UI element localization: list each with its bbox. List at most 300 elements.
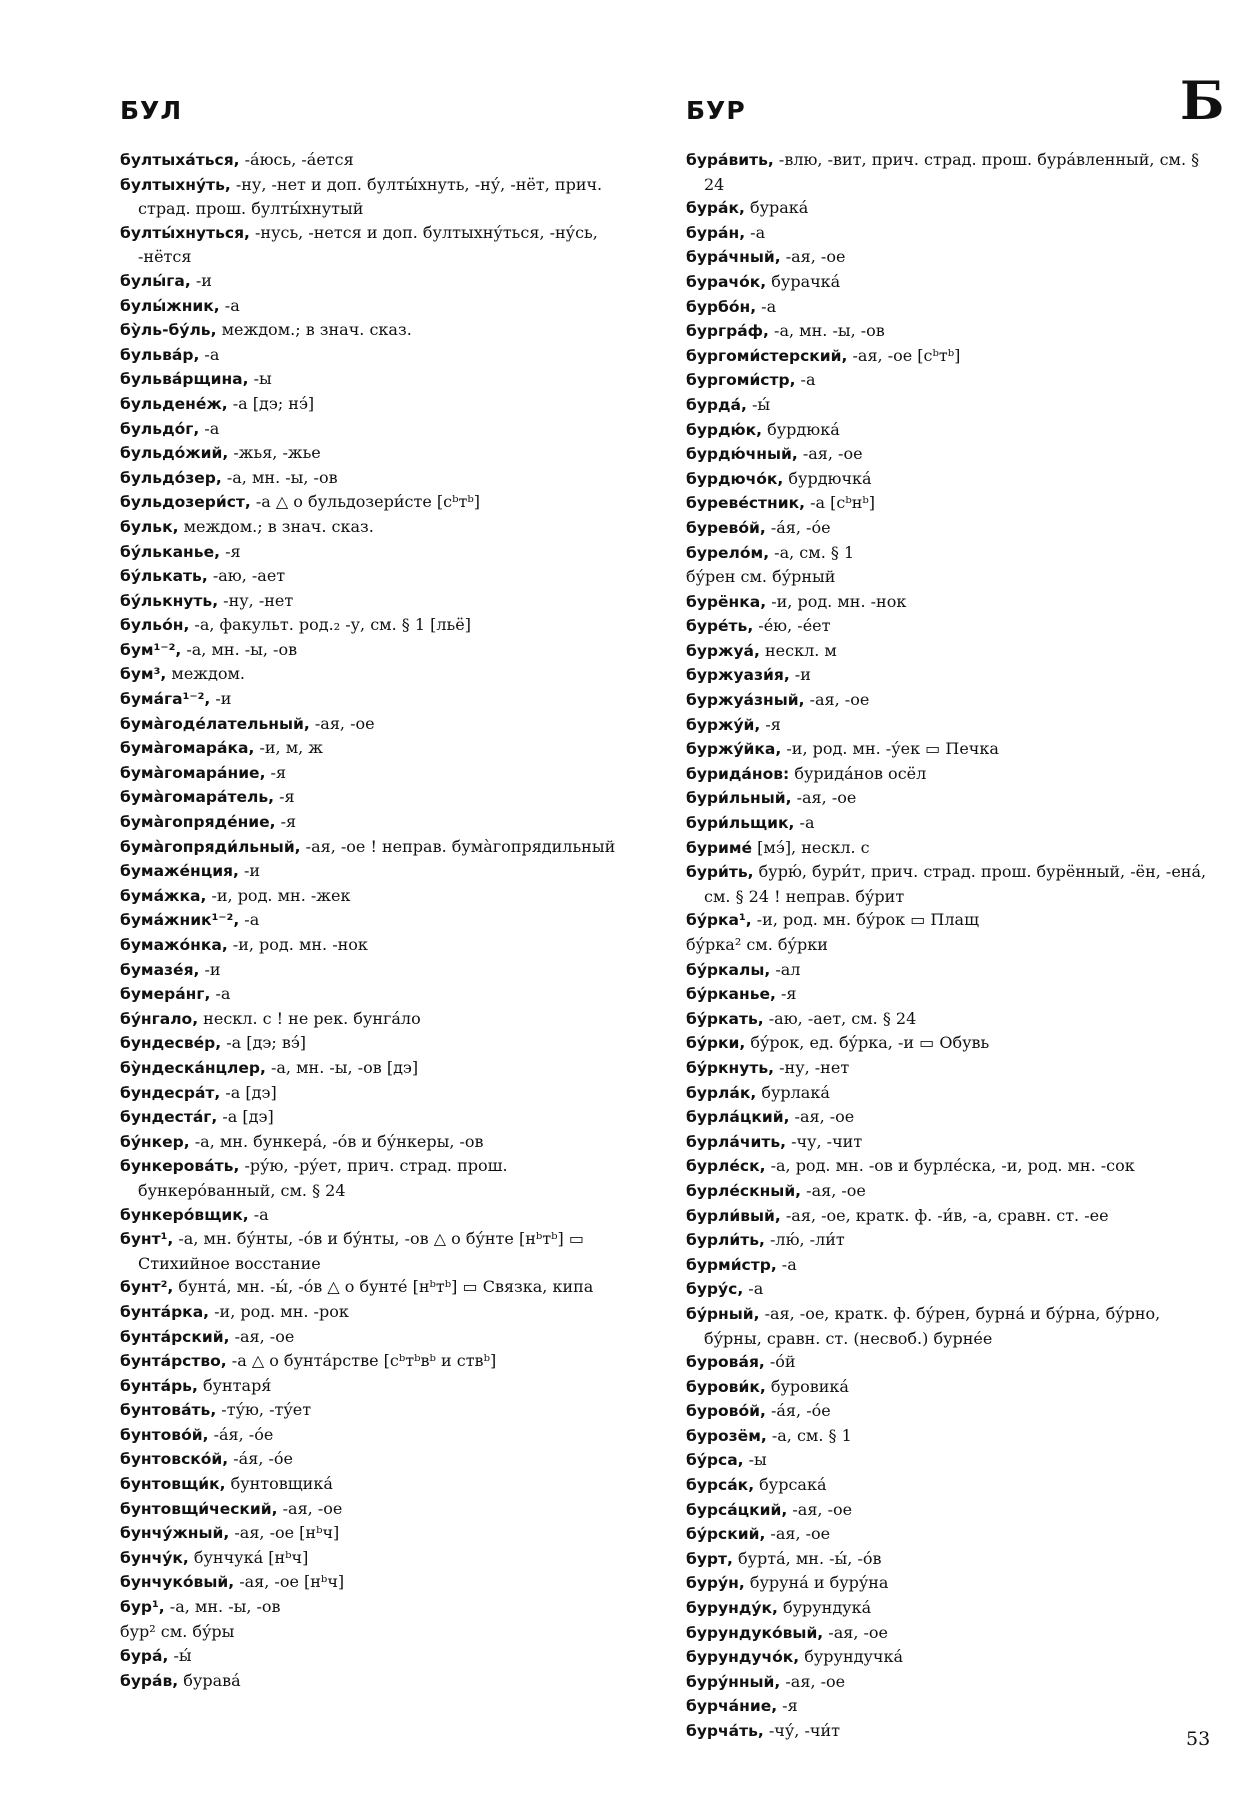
- dictionary-entry: [686, 1719, 1220, 1744]
- entry-headword: буру́нный,: [686, 1672, 781, 1691]
- entry-grammar: бурака́: [744, 198, 809, 218]
- entry-headword: бу́рка¹,: [686, 911, 752, 930]
- entry-headword: бунт¹,: [120, 1230, 174, 1249]
- entry-grammar: бу́рок, ед. бу́рка, -и ▭ Обувь: [745, 1033, 990, 1053]
- entry-grammar: -а, мн. -ы, -ов: [221, 467, 338, 487]
- entry-grammar: -а, см. § 1: [766, 1425, 852, 1445]
- dictionary-entry: [686, 1228, 1220, 1253]
- entry-grammar: -а [дэ; нэ́]: [227, 393, 315, 413]
- entry-headword: буржу́йка,: [686, 740, 782, 759]
- dictionary-entry: [120, 613, 650, 638]
- entry-headword: бум¹⁻²,: [120, 640, 182, 659]
- dictionary-entry: [686, 688, 1220, 713]
- entry-headword: бумера́нг,: [120, 985, 211, 1004]
- entry-grammar: -влю, -вит, прич. страд. прош. бура́вленный, см. § 24: [704, 150, 1200, 194]
- entry-grammar: -и: [789, 665, 811, 685]
- entry-grammar: -а: [239, 910, 260, 930]
- dictionary-entry: [686, 786, 1220, 811]
- right-column: [686, 148, 1220, 1744]
- entry-grammar: [мэ́], нескл. с: [752, 837, 870, 857]
- entry-grammar: бурдючка́: [783, 468, 872, 488]
- entry-grammar: -а: [743, 1279, 764, 1299]
- dictionary-entry: [686, 1007, 1220, 1032]
- entry-grammar: -ая, -ое: [780, 247, 846, 267]
- entry-headword: бунчуко́вый,: [120, 1573, 235, 1592]
- entry-grammar: -ая, -ое: [309, 713, 375, 733]
- dictionary-entry: [686, 1694, 1220, 1719]
- entry-headword: бурело́м,: [686, 543, 770, 562]
- dictionary-entry: [686, 1056, 1220, 1081]
- entry-headword: бу́рки,: [686, 1034, 746, 1053]
- entry-headword: бургоми́стр,: [686, 371, 796, 390]
- entry-grammar: -ая, -ое: [823, 1622, 889, 1642]
- dictionary-entry: [120, 367, 650, 392]
- entry-grammar: -а: [199, 344, 220, 364]
- entry-headword: бунта́рство,: [120, 1352, 227, 1371]
- entry-headword: бундесра́т,: [120, 1083, 221, 1102]
- entry-headword: бурла́цкий,: [686, 1108, 790, 1127]
- entry-headword: бу́ркнуть,: [686, 1058, 775, 1077]
- dictionary-entry: [120, 1325, 650, 1350]
- entry-grammar: -а́я, -о́е: [208, 1424, 274, 1444]
- entry-headword: бурда́,: [686, 395, 747, 414]
- entry-headword: бура́в,: [120, 1671, 179, 1690]
- entry-grammar: -аю, -ает, см. § 24: [763, 1008, 917, 1028]
- running-head-left: БУЛ: [120, 96, 183, 125]
- entry-headword: бума̀годе́лательный,: [120, 714, 310, 733]
- dictionary-entry: [686, 1522, 1220, 1547]
- entry-grammar: -я: [265, 762, 287, 782]
- entry-headword: бу́лькнуть,: [120, 591, 219, 610]
- entry-headword: булы́га,: [120, 271, 191, 290]
- dictionary-entry: [686, 1031, 1220, 1056]
- dictionary-entry: [686, 467, 1220, 492]
- entry-grammar: бурю́, бури́т, прич. страд. прош. бурённый, -ён, -ена́, см. § 24 ! неправ. бу́рит: [704, 862, 1207, 906]
- entry-headword: бунчу́жный,: [120, 1524, 230, 1543]
- dictionary-entry: [120, 1227, 650, 1275]
- entry-headword: бурса́цкий,: [686, 1500, 788, 1519]
- entry-headword: бу̀ль-бу́ль,: [120, 321, 217, 340]
- entry-headword: бурунду́к,: [686, 1599, 778, 1618]
- dictionary-entry: [686, 1302, 1220, 1350]
- entry-grammar: -е́ю, -е́ет: [753, 616, 831, 636]
- entry-headword: бульо́н,: [120, 616, 190, 635]
- section-letter: Б: [1180, 71, 1225, 132]
- entry-headword: бу́рканье,: [686, 985, 776, 1004]
- entry-grammar: бунта́, мн. -ы́, -о́в △ о бунте́ [нᵇтᵇ] ▭ Связка, кипа: [173, 1277, 594, 1297]
- entry-headword: бурундучо́к,: [686, 1648, 800, 1667]
- entry-grammar: -ая, -ое: [765, 1524, 831, 1544]
- entry-grammar: междом.: [166, 664, 246, 684]
- dictionary-entry: [120, 933, 650, 958]
- entry-grammar: -я: [775, 984, 797, 1004]
- dictionary-entry: [120, 515, 650, 540]
- dictionary-entry: [120, 1447, 650, 1472]
- entry-headword: бунтовщи́ческий,: [120, 1499, 278, 1518]
- entry-headword: бурдю́чный,: [686, 445, 798, 464]
- entry-grammar: -ну, -нет: [218, 590, 294, 610]
- entry-grammar: -а [дэ]: [217, 1107, 274, 1127]
- entry-headword: бурово́й,: [686, 1402, 766, 1421]
- dictionary-entry: [686, 908, 1220, 933]
- entry-grammar: -а △ о бунта́рстве [сᵇтᵇвᵇ и ствᵇ]: [226, 1351, 497, 1371]
- entry-headword: бу́рский,: [686, 1525, 766, 1544]
- entry-grammar: нескл. м: [759, 640, 837, 660]
- entry-grammar: -и, род. мн. -жек: [206, 885, 351, 905]
- entry-grammar: -аю, -ает: [207, 566, 286, 586]
- entry-grammar: -ая, -ое, кратк. ф. бу́рен, бурна́ и бу́рна, бу́рно, бу́рны, сравн. ст. (несвоб.) бурне́е: [704, 1303, 1161, 1348]
- entry-headword: бури́льщик,: [686, 814, 795, 833]
- entry-grammar: -чу́, -чи́т: [763, 1721, 840, 1740]
- entry-grammar: -а: [199, 418, 220, 438]
- entry-grammar: -ая, -ое: [804, 690, 870, 710]
- dictionary-entry: [686, 1130, 1220, 1155]
- entry-grammar: -а: [745, 222, 766, 242]
- dictionary-entry: [686, 933, 1220, 958]
- entry-headword: бу́лькать,: [120, 567, 208, 586]
- entry-grammar: -и: [210, 689, 232, 709]
- entry-grammar: -ая, -ое [нᵇч]: [229, 1523, 340, 1543]
- dictionary-entry: [120, 221, 650, 269]
- dictionary-entry: [686, 1154, 1220, 1179]
- dictionary-entry: [686, 393, 1220, 418]
- entry-headword: буре́ть,: [686, 617, 754, 636]
- entry-headword: бу́нгало,: [120, 1009, 199, 1028]
- entry-headword: бундесве́р,: [120, 1034, 222, 1053]
- entry-grammar: -ая, -ое: [780, 1671, 846, 1691]
- entry-headword: бункеро́вщик,: [120, 1205, 249, 1224]
- entry-headword: бу̀ндеска́нцлер,: [120, 1058, 266, 1077]
- entry-headword: буржуази́я,: [686, 666, 790, 685]
- dictionary-entry: [686, 245, 1220, 270]
- dictionary-entry: [120, 1031, 650, 1056]
- entry-grammar: -ая, -ое: [229, 1326, 295, 1346]
- entry-headword: бульдозери́ст,: [120, 493, 251, 512]
- dictionary-entry: [120, 1570, 650, 1595]
- entry-headword: буржуа́,: [686, 641, 760, 660]
- entry-headword: бурида́нов:: [686, 764, 790, 783]
- entry-headword: бургоми́стерский,: [686, 346, 848, 365]
- entry-grammar: буруна́ и буру́на: [744, 1573, 889, 1593]
- entry-headword: булы́жник,: [120, 296, 220, 315]
- entry-grammar: -о́й: [764, 1352, 796, 1372]
- dictionary-entry: [120, 173, 650, 221]
- entry-headword: бурле́ск,: [686, 1157, 766, 1176]
- entry-grammar: бунчука́ [нᵇч]: [188, 1547, 309, 1567]
- entry-grammar: -а, род. мн. -ов и бурле́ска, -и, род. мн. -сок: [765, 1156, 1135, 1176]
- entry-headword: бурёнка,: [686, 592, 767, 611]
- entry-grammar: -ал: [770, 959, 801, 979]
- dictionary-entry: [686, 737, 1220, 762]
- dictionary-entry: [686, 1277, 1220, 1302]
- entry-grammar: -ая, -ое: [791, 788, 857, 808]
- entry-grammar: -и, род. мн. -нок: [766, 591, 907, 611]
- dictionary-entry: [120, 564, 650, 589]
- entry-grammar: бурлака́: [756, 1082, 830, 1102]
- dictionary-entry: [686, 1350, 1220, 1375]
- entry-grammar: -ая, -ое [нᵇч]: [234, 1572, 345, 1592]
- entry-grammar: нескл. с ! не рек. бунга́ло: [198, 1008, 421, 1028]
- entry-headword: бурт,: [686, 1549, 733, 1568]
- entry-headword: бумажо́нка,: [120, 936, 228, 954]
- dictionary-entry: [686, 1424, 1220, 1449]
- entry-headword: бу́льканье,: [120, 542, 220, 561]
- entry-headword: бура́чный,: [686, 248, 781, 267]
- dictionary-entry: [686, 860, 1220, 908]
- entry-headword: бункерова́ть,: [120, 1157, 240, 1176]
- entry-grammar: -а: [219, 295, 240, 315]
- dictionary-entry: [120, 540, 650, 565]
- entry-grammar: -и: [190, 270, 212, 290]
- dictionary-entry: [120, 589, 650, 614]
- entry-grammar: -ая, -ое ! неправ. бума̀гопрядильный: [300, 836, 616, 856]
- dictionary-entry: [686, 1645, 1220, 1670]
- entry-grammar: -ая, -ое: [797, 444, 863, 464]
- dictionary-entry: [686, 1253, 1220, 1278]
- entry-grammar: -а: [794, 813, 815, 833]
- entry-grammar: -и, род. мн. бу́рок ▭ Плащ: [751, 910, 979, 930]
- entry-grammar: -а [дэ]: [220, 1082, 277, 1102]
- dictionary-entry: [686, 491, 1220, 516]
- entry-headword: бурла́к,: [686, 1083, 757, 1102]
- entry-grammar: -а, мн. -ы, -ов: [181, 639, 298, 659]
- entry-grammar: бурундучка́: [799, 1647, 903, 1667]
- entry-headword: бур¹,: [120, 1598, 165, 1617]
- dictionary-entry: [120, 1081, 650, 1106]
- entry-grammar: -а, мн. бу́нты, -о́в и бу́нты, -ов △ о бу́нте [нᵇтᵇ] ▭ Стихийное восстание: [138, 1229, 584, 1273]
- dictionary-entry: [686, 221, 1220, 246]
- entry-grammar: -и: [199, 959, 221, 979]
- left-column: [120, 148, 650, 1693]
- entry-grammar: -ну, -нет и доп. булты́хнуть, -ну́, -нёт, прич. страд. прош. булты́хнутый: [138, 174, 603, 219]
- entry-headword: бульва́рщина,: [120, 370, 249, 389]
- entry-headword: бума̀гомара́ка,: [120, 739, 255, 758]
- dictionary-entry: [120, 1154, 650, 1202]
- entry-headword: бунта́рь,: [120, 1376, 198, 1395]
- dictionary-entry: [686, 1375, 1220, 1400]
- entry-grammar: -а: [776, 1254, 797, 1274]
- dictionary-entry: [120, 1472, 650, 1497]
- dictionary-entry: [686, 1498, 1220, 1523]
- entry-grammar: бурида́нов осёл: [789, 763, 927, 783]
- entry-headword: буреве́стник,: [686, 494, 806, 513]
- entry-grammar: -я: [219, 541, 241, 561]
- entry-grammar: -и, м, ж: [254, 738, 324, 758]
- entry-grammar: -а △ о бульдозери́сте [сᵇтᵇ]: [250, 492, 480, 512]
- entry-grammar: бурачка́: [766, 271, 841, 291]
- entry-headword: бурозём,: [686, 1426, 767, 1445]
- entry-grammar: -и, род. мн. -нок: [227, 935, 368, 954]
- entry-headword: бума̀гомара́тель,: [120, 788, 275, 807]
- entry-headword: бунтовско́й,: [120, 1450, 229, 1469]
- entry-headword: бунтово́й,: [120, 1425, 209, 1444]
- entry-grammar: -ру́ю, -ру́ет, прич. страд. прош. бункеро́ванный, см. § 24: [138, 1156, 508, 1200]
- entry-headword: бултыха́ться,: [120, 151, 240, 169]
- entry-grammar: -я: [275, 812, 297, 832]
- entry-headword: бума̀гомара́ние,: [120, 763, 266, 782]
- dictionary-entry: [686, 442, 1220, 467]
- entry-headword: бу́рса,: [686, 1451, 744, 1470]
- entry-grammar: бу́рен см. бу́рный: [686, 567, 836, 587]
- dictionary-entry: [686, 982, 1220, 1007]
- entry-headword: бунта́рский,: [120, 1327, 230, 1346]
- entry-headword: бурбо́н,: [686, 297, 757, 316]
- entry-grammar: -ту́ю, -ту́ет: [216, 1400, 312, 1420]
- entry-headword: бундеста́г,: [120, 1108, 218, 1127]
- entry-headword: бума̀гопряде́ние,: [120, 813, 276, 832]
- entry-grammar: бурдюка́: [762, 419, 840, 439]
- entry-headword: бу́ркалы,: [686, 960, 771, 979]
- entry-grammar: междом.; в знач. сказ.: [216, 320, 412, 340]
- running-head-right: БУР: [686, 96, 746, 125]
- entry-grammar: -а, мн. -ы, -ов [дэ]: [265, 1057, 419, 1077]
- dictionary-entry: [120, 958, 650, 983]
- entry-grammar: -ы́: [168, 1646, 192, 1666]
- entry-grammar: -а: [756, 296, 777, 316]
- entry-grammar: -ая, -ое: [787, 1499, 853, 1519]
- entry-headword: бу́рный,: [686, 1304, 760, 1323]
- entry-grammar: бур² см. бу́ры: [120, 1621, 235, 1641]
- entry-headword: бура́к,: [686, 199, 745, 218]
- entry-headword: бунта́рка,: [120, 1302, 210, 1321]
- entry-headword: бурса́к,: [686, 1476, 755, 1495]
- entry-headword: бурми́стр,: [686, 1255, 777, 1274]
- dictionary-entry: [120, 1203, 650, 1228]
- dictionary-entry: [120, 1644, 650, 1669]
- entry-grammar: -ну, -нет: [774, 1057, 850, 1077]
- dictionary-entry: [120, 712, 650, 737]
- entry-grammar: -а́юсь, -а́ется: [239, 150, 354, 169]
- entry-grammar: -а, мн. -ы, -ов: [164, 1597, 281, 1617]
- entry-headword: бурла́чить,: [686, 1132, 787, 1151]
- entry-headword: буржуа́зный,: [686, 691, 805, 710]
- dictionary-entry: [686, 1179, 1220, 1204]
- entry-grammar: -а, факульт. род.₂ -у, см. § 1 [льё]: [189, 615, 471, 635]
- entry-grammar: -чу, -чит: [786, 1131, 863, 1151]
- entry-headword: бунчу́к,: [120, 1548, 189, 1567]
- entry-grammar: -и, род. мн. -у́ек ▭ Печка: [781, 739, 999, 759]
- entry-grammar: междом.; в знач. сказ.: [178, 516, 374, 536]
- dictionary-entry: [686, 1081, 1220, 1106]
- entry-headword: бу́нкер,: [120, 1132, 190, 1151]
- dictionary-entry: [686, 516, 1220, 541]
- dictionary-entry: [686, 1547, 1220, 1572]
- dictionary-entry: [686, 295, 1220, 320]
- dictionary-entry: [120, 1007, 650, 1032]
- entry-headword: бурево́й,: [686, 518, 766, 537]
- dictionary-entry: [686, 1399, 1220, 1424]
- entry-headword: бурча́ть,: [686, 1722, 764, 1740]
- dictionary-entry: [120, 466, 650, 491]
- entry-grammar: -ая, -ое: [789, 1107, 855, 1127]
- dictionary-entry: [120, 148, 650, 173]
- dictionary-entry: [120, 1595, 650, 1620]
- dictionary-entry: [686, 639, 1220, 664]
- dictionary-entry: [120, 318, 650, 343]
- entry-grammar: -я: [274, 787, 295, 807]
- dictionary-entry: [120, 810, 650, 835]
- entry-grammar: бурта́, мн. -ы́, -о́в: [732, 1548, 882, 1568]
- dictionary-entry: [120, 1130, 650, 1155]
- entry-headword: бу́ркать,: [686, 1009, 764, 1028]
- entry-grammar: -а́я, -о́е: [765, 517, 831, 537]
- entry-headword: бултыхну́ть,: [120, 175, 231, 194]
- entry-headword: булты́хнуться,: [120, 223, 250, 242]
- entry-headword: бурли́ть,: [686, 1231, 765, 1250]
- entry-headword: буру́с,: [686, 1280, 744, 1299]
- page-number: 53: [1186, 1728, 1211, 1750]
- entry-headword: буру́н,: [686, 1574, 745, 1593]
- dictionary-entry: [686, 614, 1220, 639]
- dictionary-entry: [120, 908, 650, 933]
- entry-grammar: -а, см. § 1: [769, 542, 855, 562]
- entry-headword: бура́н,: [686, 223, 746, 242]
- dictionary-entry: [686, 196, 1220, 221]
- entry-grammar: -нусь, -нется и доп. бултыхну́ться, -ну́сь, -нётся: [138, 222, 598, 267]
- dictionary-entry: [120, 490, 650, 515]
- entry-grammar: -я: [760, 714, 781, 734]
- entry-grammar: бурундука́: [777, 1598, 872, 1618]
- entry-headword: бунтовщи́к,: [120, 1475, 226, 1494]
- dictionary-entry: [120, 785, 650, 810]
- dictionary-entry: [686, 418, 1220, 443]
- entry-headword: бурачо́к,: [686, 272, 767, 291]
- dictionary-entry: [120, 884, 650, 909]
- entry-grammar: -а [сᵇнᵇ]: [805, 493, 876, 513]
- dictionary-entry: [120, 1497, 650, 1522]
- entry-headword: бунт²,: [120, 1278, 174, 1297]
- entry-headword: буриме́: [686, 838, 753, 857]
- dictionary-entry: [686, 368, 1220, 393]
- entry-headword: бура́вить,: [686, 151, 774, 169]
- entry-grammar: -а: [210, 984, 231, 1004]
- dictionary-entry: [120, 294, 650, 319]
- entry-headword: бульк,: [120, 517, 179, 536]
- entry-grammar: -ая, -ое [сᵇтᵇ]: [847, 345, 961, 365]
- dictionary-entry: [120, 662, 650, 687]
- dictionary-entry: [686, 1204, 1220, 1229]
- dictionary-entry: [120, 835, 650, 860]
- dictionary-entry: [686, 344, 1220, 369]
- entry-grammar: бу́рка² см. бу́рки: [686, 935, 828, 954]
- entry-headword: бури́льный,: [686, 789, 792, 808]
- entry-headword: бунтова́ть,: [120, 1401, 217, 1420]
- entry-grammar: -а, мн. бункера́, -о́в и бу́нкеры, -ов: [189, 1131, 484, 1151]
- entry-grammar: -а́я, -о́е: [228, 1449, 293, 1469]
- dictionary-entry: [686, 958, 1220, 983]
- dictionary-entry: [120, 1349, 650, 1374]
- dictionary-entry: [120, 1546, 650, 1571]
- entry-grammar: -ая, -ое, кратк. ф. -и́в, -а, сравн. ст. -ее: [780, 1205, 1109, 1225]
- dictionary-entry: [120, 1056, 650, 1081]
- dictionary-entry: [120, 269, 650, 294]
- entry-grammar: -жья, -жье: [228, 443, 321, 463]
- entry-headword: бума́жник¹⁻²,: [120, 911, 240, 930]
- dictionary-entry: [120, 392, 650, 417]
- entry-headword: буржу́й,: [686, 715, 761, 734]
- dictionary-entry: [686, 565, 1220, 590]
- entry-headword: бургра́ф,: [686, 322, 769, 341]
- entry-grammar: -а: [248, 1204, 269, 1224]
- dictionary-entry: [120, 1521, 650, 1546]
- entry-grammar: бурсака́: [754, 1475, 827, 1495]
- entry-grammar: -а [дэ; вэ́]: [221, 1033, 307, 1053]
- entry-headword: бума́га¹⁻²,: [120, 690, 211, 709]
- dictionary-entry: [686, 319, 1220, 344]
- dictionary-entry: [120, 1669, 650, 1694]
- dictionary-entry: [686, 1448, 1220, 1473]
- entry-headword: бумаже́нция,: [120, 862, 239, 881]
